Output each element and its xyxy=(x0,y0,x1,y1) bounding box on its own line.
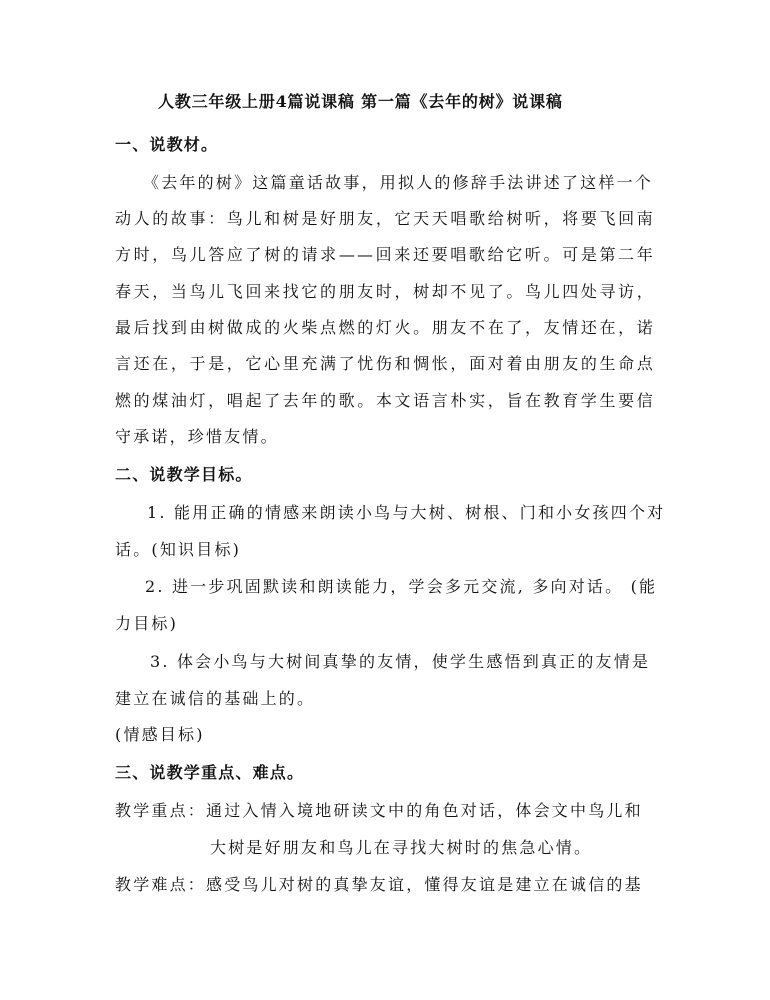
paragraph-line: 动人的故事：鸟儿和树是好朋友，它天天唱歌给树听，将要飞回南 xyxy=(115,209,655,228)
teaching-difficulty: 教学难点：感受鸟儿对树的真挚友谊，懂得友谊是建立在诚信的基 xyxy=(115,875,643,894)
paragraph-line: 方时，鸟儿答应了树的请求——回来还要唱歌给它听。可是第二年 xyxy=(115,245,655,264)
goal-item-knowledge-cont: 话。(知识目标) xyxy=(115,540,242,559)
goal-item-emotion-label: (情感目标) xyxy=(115,725,205,744)
paragraph-line: 春天，当鸟儿飞回来找它的朋友时，树却不见了。鸟儿四处寻访， xyxy=(115,282,655,301)
goal-item-knowledge: 1. 能用正确的情感来朗读小鸟与大树、树根、门和小女孩四个对 xyxy=(147,503,666,522)
goal-item-ability: 2. 进一步巩固默读和朗读能力，学会多元交流, 多向对话。 (能 xyxy=(145,577,658,596)
section-heading-teaching-material: 一、说教材。 xyxy=(115,135,219,154)
paragraph-line: 言还在，于是，它心里充满了忧伤和惆怅，面对着由朋友的生命点 xyxy=(115,354,655,373)
document-title: 人教三年级上册4篇说课稿 第一篇《去年的树》说课稿 xyxy=(158,92,563,111)
teaching-key-point: 教学重点：通过入情入境地研读文中的角色对话，体会文中鸟儿和 xyxy=(115,801,643,820)
paragraph-line: 燃的煤油灯，唱起了去年的歌。本文语言朴实，旨在教育学生要信 xyxy=(115,391,655,410)
section-heading-key-points: 三、说教学重点、难点。 xyxy=(115,763,305,782)
paragraph-line: 守承诺，珍惜友情。 xyxy=(115,427,279,446)
goal-item-emotion: 3. 体会小鸟与大树间真挚的友情，使学生感悟到真正的友情是 xyxy=(150,652,651,671)
goal-item-emotion-cont: 建立在诚信的基础上的。 xyxy=(115,689,316,708)
paragraph-line: 《去年的树》这篇童话故事，用拟人的修辞手法讲述了这样一个 xyxy=(143,173,653,192)
teaching-key-point-cont: 大树是好朋友和鸟儿在寻找大树时的焦急心情。 xyxy=(210,838,593,857)
section-heading-teaching-goals: 二、说教学目标。 xyxy=(115,465,253,484)
goal-item-ability-cont: 力目标) xyxy=(115,614,179,633)
paragraph-line: 最后找到由树做成的火柴点燃的灯火。朋友不在了，友情还在，诺 xyxy=(115,318,655,337)
